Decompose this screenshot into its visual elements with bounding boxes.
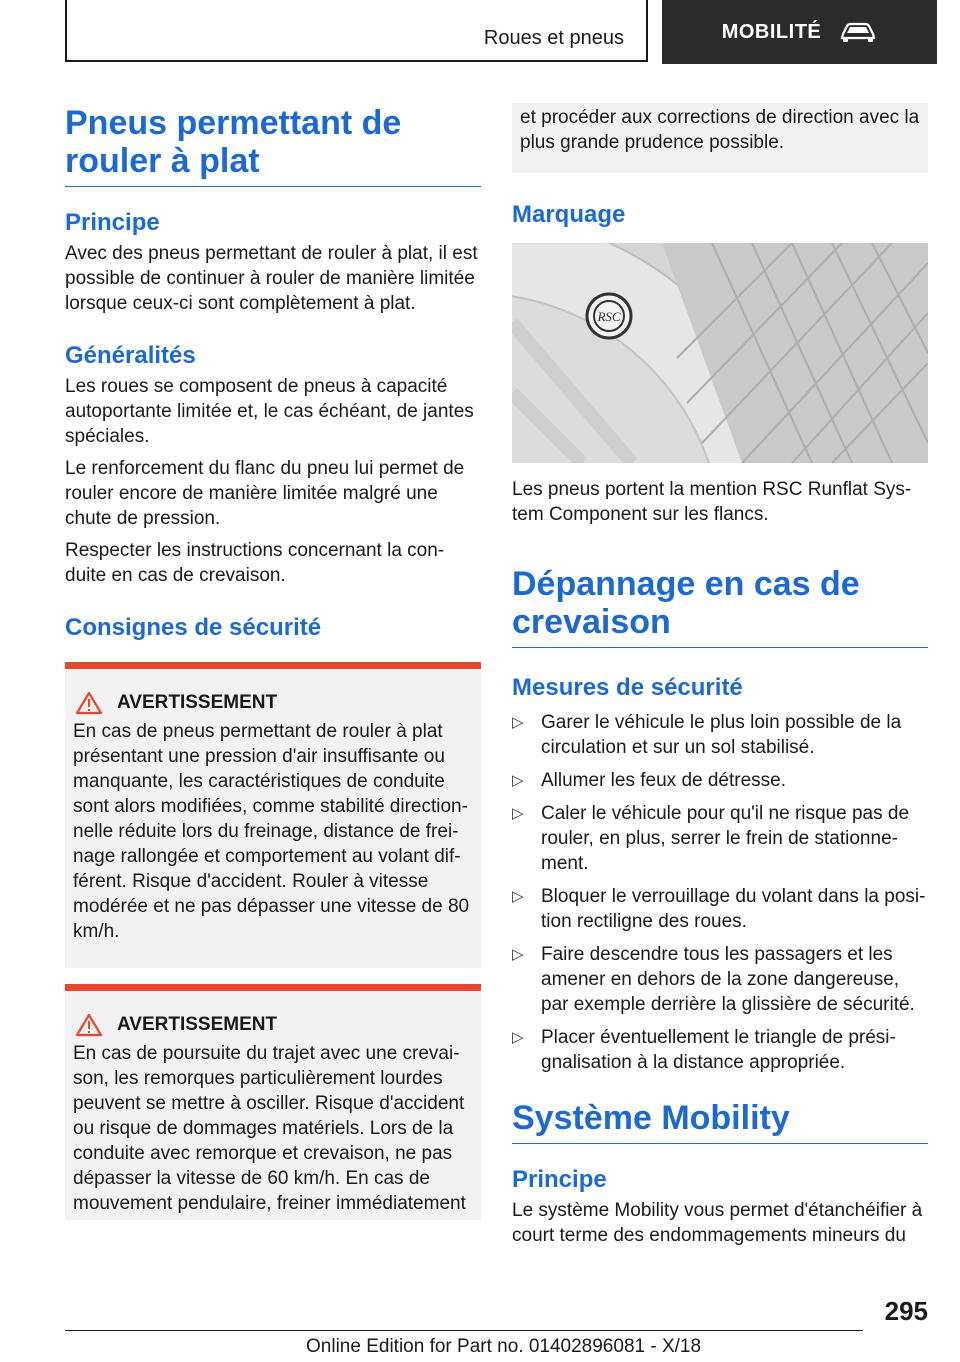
continuation-box [512, 103, 928, 173]
header-section-title: Roues et pneus [483, 27, 624, 49]
depannage-title: Dépannage en cas de crevaison [512, 565, 860, 641]
generalites-p1: Les roues se composent de pneus à capacité autoportante limitée et, le cas échéant, de jantes spéciales. [65, 376, 474, 447]
continuation-text: et procéder aux corrections de direction avec la plus grande prudence possible. [520, 107, 920, 153]
footer-edition: Online Edition for Part no. 01402896081 - X/18 [306, 1336, 702, 1357]
bullet-triangle-icon: ▷ [512, 714, 524, 731]
mobility-title: Système Mobility [512, 1099, 790, 1137]
mesures-heading: Mesures de sécurité [512, 674, 743, 701]
header-chapter-title: MOBILITÉ [721, 20, 822, 43]
rsc-logo-text: RSC [597, 309, 621, 324]
list-item: ▷ Placer éventuellement le triangle de prési-gnalisation à la distance appropriée. [512, 1027, 896, 1073]
warning-box-1 [65, 662, 481, 968]
list-item: ▷ Caler le véhicule pour qu'il ne risque pas de rouler, en plus, serrer le frein de stationne-ment. [512, 803, 910, 874]
marquage-caption: Les pneus portent la mention RSC Runflat Sys-tem Component sur les flancs. [512, 479, 912, 525]
warning-text: En cas de poursuite du trajet avec une crevai-son, les remorques particulièrement lourdes peuvent se mettre à osciller. Risque d'accident ou risque de dommages matériels. Lors de la conduite avec remorque et crevaison, ne pas dépasser la vitesse de 60 km/h. En cas de mouvement pendulaire, freiner immédiatement [73, 1043, 466, 1214]
list-item: ▷ Faire descendre tous les passagers et les amener en dehors de la zone dangereuse, par exemple derrière la glissière de sécurité. [512, 944, 915, 1015]
warning-triangle-icon [75, 691, 103, 715]
generalites-p3: Respecter les instructions concernant la con-duite en cas de crevaison. [65, 540, 445, 586]
list-item: ▷ Garer le véhicule le plus loin possible de la circulation et sur un sol stabilisé. [512, 712, 902, 758]
title-rule [65, 186, 481, 187]
tire-marking-illustration [512, 243, 928, 463]
page-number: 295 [884, 1296, 928, 1326]
bullet-triangle-icon: ▷ [512, 805, 524, 822]
warning-box-2 [65, 984, 481, 1220]
principe-text: Avec des pneus permettant de rouler à plat, il est possible de continuer à rouler de manière limitée lorsque ceux-ci sont complètement à plat. [65, 243, 478, 314]
title-rule [512, 647, 928, 648]
warning-title: AVERTISSEMENT [117, 692, 278, 713]
right-column [512, 103, 928, 1248]
warning-bar [65, 662, 481, 669]
marquage-heading: Marquage [512, 201, 626, 228]
bullet-triangle-icon: ▷ [512, 1029, 524, 1046]
left-column [65, 104, 481, 1220]
page-title: Pneus permettant de rouler à plat [65, 104, 402, 180]
list-item: ▷ Bloquer le verrouillage du volant dans la posi-tion rectiligne des roues. [512, 886, 926, 932]
warning-triangle-icon [75, 1013, 103, 1037]
warning-text: En cas de pneus permettant de rouler à plat présentant une pression d'air insuffisante ou manquante, les caractéristiques de conduite sont alors modifiées, comme stabilité direction-nelle réduite lors du freinage, distance de frei-nage rallongée et comportement au volant dif-férent. Risque d'accident. Rouler à vitesse modérée et ne pas dépasser une vitesse de 80 km/h. [73, 721, 470, 942]
bullet-triangle-icon: ▷ [512, 946, 524, 963]
header-section-box [65, 0, 648, 62]
warning-title: AVERTISSEMENT [117, 1014, 278, 1035]
principe-heading: Principe [65, 209, 160, 236]
list-item: ▷ Allumer les feux de détresse. [512, 770, 787, 791]
car-icon [839, 20, 877, 44]
consignes-heading: Consignes de sécurité [65, 614, 322, 641]
safety-steps-list [512, 710, 928, 1075]
bullet-triangle-icon: ▷ [512, 888, 524, 905]
footer-rule [65, 1330, 863, 1331]
generalites-p2: Le renforcement du flanc du pneu lui permet de rouler encore de manière limitée malgré une chute de pression. [65, 458, 465, 529]
bullet-triangle-icon: ▷ [512, 772, 524, 789]
header-chapter-tab [662, 0, 937, 64]
warning-bar [65, 984, 481, 991]
title-rule [512, 1143, 928, 1144]
mobility-principe-heading: Principe [512, 1166, 607, 1193]
mobility-text: Le système Mobility vous permet d'étanchéifier à court terme des endommagements mineurs du [512, 1200, 923, 1246]
generalites-heading: Généralités [65, 342, 196, 369]
